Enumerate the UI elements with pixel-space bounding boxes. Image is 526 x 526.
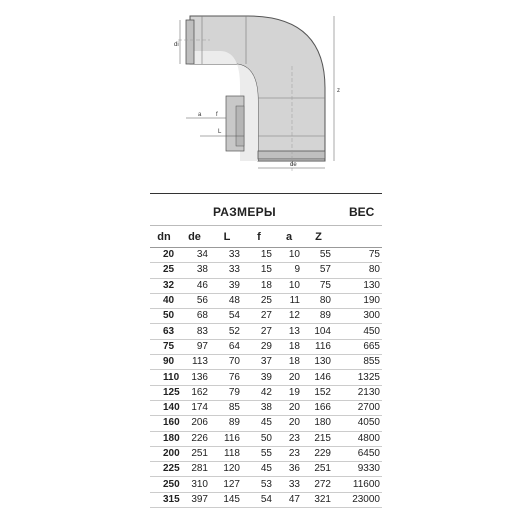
cell-Z: 215 xyxy=(303,431,334,446)
table-row xyxy=(150,309,382,324)
socket-left xyxy=(186,20,194,64)
label-di: di xyxy=(174,42,179,48)
cell-dn: 315 xyxy=(150,492,178,507)
cell-de: 97 xyxy=(178,339,211,354)
cell-f: 27 xyxy=(243,309,275,324)
cell-de: 281 xyxy=(178,462,211,477)
cell-de: 310 xyxy=(178,477,211,492)
cell-Z: 166 xyxy=(303,400,334,415)
cell-f: 45 xyxy=(243,416,275,431)
cell-weight: 450 xyxy=(334,324,382,339)
cell-weight: 9330 xyxy=(334,462,382,477)
spec-table xyxy=(150,226,382,508)
cell-Z: 116 xyxy=(303,339,334,354)
cell-L: 33 xyxy=(211,248,243,263)
cell-weight: 80 xyxy=(334,263,382,278)
cell-L: 85 xyxy=(211,400,243,415)
col-header-Z: Z xyxy=(303,226,334,248)
label-de: de xyxy=(290,162,297,168)
cell-a: 23 xyxy=(275,446,303,461)
cell-weight: 2130 xyxy=(334,385,382,400)
table-row xyxy=(150,431,382,446)
cell-dn: 140 xyxy=(150,400,178,415)
cell-de: 56 xyxy=(178,293,211,308)
cell-L: 39 xyxy=(211,278,243,293)
cell-dn: 160 xyxy=(150,416,178,431)
cell-Z: 321 xyxy=(303,492,334,507)
cell-Z: 272 xyxy=(303,477,334,492)
cell-dn: 90 xyxy=(150,355,178,370)
cell-de: 251 xyxy=(178,446,211,461)
cell-weight: 1325 xyxy=(334,370,382,385)
cell-dn: 40 xyxy=(150,293,178,308)
cell-dn: 25 xyxy=(150,263,178,278)
cell-L: 127 xyxy=(211,477,243,492)
cell-a: 10 xyxy=(275,248,303,263)
label-L: L xyxy=(218,129,222,135)
cell-de: 46 xyxy=(178,278,211,293)
cell-Z: 57 xyxy=(303,263,334,278)
cell-de: 136 xyxy=(178,370,211,385)
cell-a: 19 xyxy=(275,385,303,400)
cell-weight: 2700 xyxy=(334,400,382,415)
cell-de: 174 xyxy=(178,400,211,415)
cell-Z: 229 xyxy=(303,446,334,461)
table-row xyxy=(150,416,382,431)
cell-f: 29 xyxy=(243,339,275,354)
cell-L: 64 xyxy=(211,339,243,354)
cell-Z: 80 xyxy=(303,293,334,308)
table-row xyxy=(150,477,382,492)
cell-f: 25 xyxy=(243,293,275,308)
col-header-f: f xyxy=(243,226,275,248)
cell-L: 33 xyxy=(211,263,243,278)
cell-dn: 50 xyxy=(150,309,178,324)
cell-dn: 110 xyxy=(150,370,178,385)
cell-f: 38 xyxy=(243,400,275,415)
cell-a: 18 xyxy=(275,339,303,354)
table-row xyxy=(150,492,382,507)
cell-a: 11 xyxy=(275,293,303,308)
cell-de: 226 xyxy=(178,431,211,446)
table-row xyxy=(150,400,382,415)
cell-L: 145 xyxy=(211,492,243,507)
label-f: f xyxy=(216,112,218,118)
col-header-weight xyxy=(334,226,382,248)
elbow-technical-drawing xyxy=(150,6,380,176)
cell-f: 54 xyxy=(243,492,275,507)
cell-L: 70 xyxy=(211,355,243,370)
cell-Z: 152 xyxy=(303,385,334,400)
cell-Z: 180 xyxy=(303,416,334,431)
cell-dn: 32 xyxy=(150,278,178,293)
cell-L: 54 xyxy=(211,309,243,324)
cell-Z: 251 xyxy=(303,462,334,477)
cell-de: 83 xyxy=(178,324,211,339)
table-row xyxy=(150,462,382,477)
cell-L: 118 xyxy=(211,446,243,461)
col-header-de: de xyxy=(178,226,211,248)
cell-de: 34 xyxy=(178,248,211,263)
cell-L: 76 xyxy=(211,370,243,385)
cell-weight: 23000 xyxy=(334,492,382,507)
cell-a: 9 xyxy=(275,263,303,278)
cell-de: 113 xyxy=(178,355,211,370)
col-header-a: a xyxy=(275,226,303,248)
cell-Z: 55 xyxy=(303,248,334,263)
cell-f: 42 xyxy=(243,385,275,400)
section-dimensions-label: РАЗМЕРЫ xyxy=(213,205,276,219)
label-a: a xyxy=(198,112,202,118)
cell-weight: 11600 xyxy=(334,477,382,492)
cell-weight: 855 xyxy=(334,355,382,370)
cell-f: 27 xyxy=(243,324,275,339)
cell-weight: 190 xyxy=(334,293,382,308)
cell-de: 397 xyxy=(178,492,211,507)
cell-a: 13 xyxy=(275,324,303,339)
cell-de: 206 xyxy=(178,416,211,431)
cell-a: 20 xyxy=(275,416,303,431)
cell-L: 89 xyxy=(211,416,243,431)
table-row xyxy=(150,370,382,385)
col-header-dn: dn xyxy=(150,226,178,248)
cell-a: 36 xyxy=(275,462,303,477)
cell-a: 10 xyxy=(275,278,303,293)
cell-dn: 75 xyxy=(150,339,178,354)
table-row xyxy=(150,293,382,308)
cell-Z: 75 xyxy=(303,278,334,293)
table-row xyxy=(150,446,382,461)
cell-f: 45 xyxy=(243,462,275,477)
table-row xyxy=(150,355,382,370)
cell-weight: 665 xyxy=(334,339,382,354)
cell-f: 55 xyxy=(243,446,275,461)
cell-de: 38 xyxy=(178,263,211,278)
cell-weight: 75 xyxy=(334,248,382,263)
cell-dn: 250 xyxy=(150,477,178,492)
dimensions-table xyxy=(150,193,382,508)
section-header-row xyxy=(150,194,382,226)
cell-dn: 125 xyxy=(150,385,178,400)
column-header-row xyxy=(150,226,382,248)
col-header-L: L xyxy=(211,226,243,248)
cell-L: 79 xyxy=(211,385,243,400)
table-row xyxy=(150,324,382,339)
cell-L: 116 xyxy=(211,431,243,446)
cell-Z: 130 xyxy=(303,355,334,370)
cell-f: 37 xyxy=(243,355,275,370)
cell-a: 20 xyxy=(275,400,303,415)
cell-weight: 130 xyxy=(334,278,382,293)
cell-weight: 4050 xyxy=(334,416,382,431)
cell-f: 39 xyxy=(243,370,275,385)
cell-dn: 180 xyxy=(150,431,178,446)
cell-L: 120 xyxy=(211,462,243,477)
cell-f: 15 xyxy=(243,248,275,263)
cell-a: 33 xyxy=(275,477,303,492)
cell-dn: 63 xyxy=(150,324,178,339)
cell-a: 47 xyxy=(275,492,303,507)
cell-f: 53 xyxy=(243,477,275,492)
label-z: z xyxy=(337,88,340,94)
cell-dn: 225 xyxy=(150,462,178,477)
table-row xyxy=(150,263,382,278)
cell-weight: 6450 xyxy=(334,446,382,461)
cell-L: 52 xyxy=(211,324,243,339)
table-body xyxy=(150,248,382,508)
cell-a: 20 xyxy=(275,370,303,385)
cell-f: 50 xyxy=(243,431,275,446)
cell-Z: 104 xyxy=(303,324,334,339)
table-row xyxy=(150,385,382,400)
cell-dn: 200 xyxy=(150,446,178,461)
cell-de: 162 xyxy=(178,385,211,400)
cell-L: 48 xyxy=(211,293,243,308)
section-weight-label: ВЕС xyxy=(349,205,375,219)
table-row xyxy=(150,339,382,354)
socket-bottom xyxy=(258,151,325,159)
cell-f: 15 xyxy=(243,263,275,278)
cell-de: 68 xyxy=(178,309,211,324)
cell-a: 18 xyxy=(275,355,303,370)
cell-a: 23 xyxy=(275,431,303,446)
cell-Z: 89 xyxy=(303,309,334,324)
cell-weight: 300 xyxy=(334,309,382,324)
cell-Z: 146 xyxy=(303,370,334,385)
cell-f: 18 xyxy=(243,278,275,293)
cell-weight: 4800 xyxy=(334,431,382,446)
table-row xyxy=(150,278,382,293)
cell-dn: 20 xyxy=(150,248,178,263)
table-row xyxy=(150,248,382,263)
cell-a: 12 xyxy=(275,309,303,324)
